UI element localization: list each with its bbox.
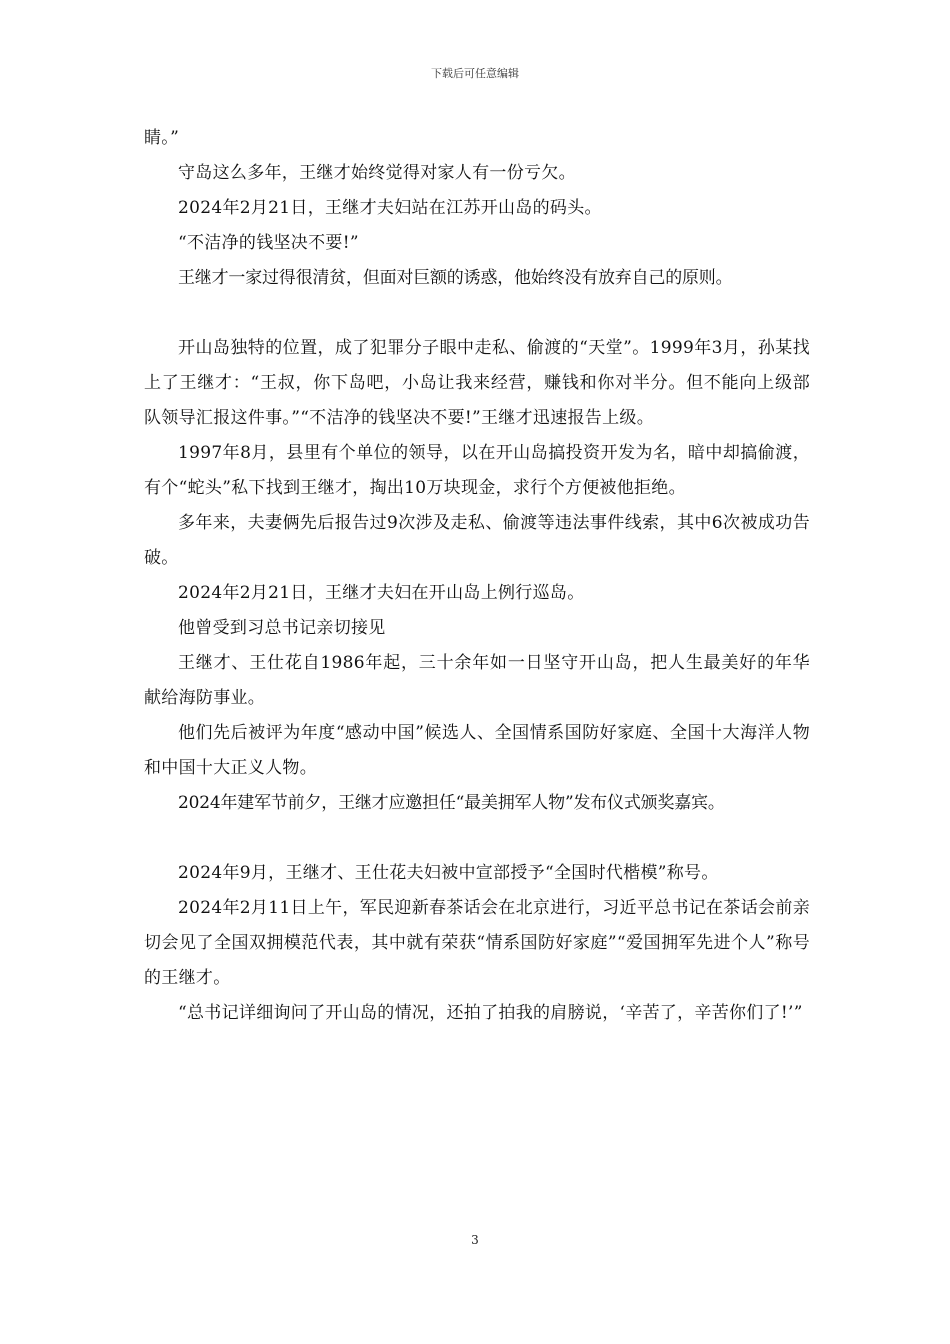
paragraph: 2024年2月11日上午，军民迎新春茶话会在北京进行，习近平总书记在茶话会前亲切会见了全国双拥模范代表，其中就有荣获“情系国防好家庭”“爱国拥军先进个人”称号的王继才。 — [144, 898, 810, 988]
paragraph: 王继才、王仕花自1986年起，三十余年如一日坚守开山岛，把人生最美好的年华献给海防事业。 — [144, 653, 810, 708]
page-header-note: 下载后可任意编辑 — [431, 67, 519, 80]
paragraph: 2024年9月，王继才、王仕花夫妇被中宣部授予“全国时代楷模”称号。 — [178, 863, 719, 883]
paragraph: 2024年建军节前夕，王继才应邀担任“最美拥军人物”发布仪式颁奖嘉宾。 — [178, 793, 725, 813]
paragraph: 守岛这么多年，王继才始终觉得对家人有一份亏欠。 — [178, 163, 576, 183]
paragraph: “不洁净的钱坚决不要!” — [178, 233, 359, 253]
paragraph: 他们先后被评为年度“感动中国”候选人、全国情系国防好家庭、全国十大海洋人物和中国十大正义人物。 — [144, 723, 810, 778]
paragraph: “总书记详细询问了开山岛的情况，还拍了拍我的肩膀说，‘辛苦了，辛苦你们了!’” — [178, 1003, 803, 1023]
paragraph: 开山岛独特的位置，成了犯罪分子眼中走私、偷渡的“天堂”。1999年3月，孙某找上了王继才：“王叔，你下岛吧，小岛让我来经营，赚钱和你对半分。但不能向上级部队领导汇报这件事。”“不洁净的钱坚决不要!”王继才迅速报告上级。 — [144, 338, 810, 428]
paragraph-gap — [144, 296, 810, 331]
paragraph: 多年来，夫妻俩先后报告过9次涉及走私、偷渡等违法事件线索，其中6次被成功告破。 — [144, 513, 810, 568]
paragraph: 2024年2月21日，王继才夫妇站在江苏开山岛的码头。 — [178, 198, 602, 218]
paragraph-gap — [144, 821, 810, 856]
section-heading: 他曾受到习总书记亲切接见 — [178, 618, 386, 638]
paragraph: 睛。” — [144, 128, 180, 148]
paragraph: 1997年8月，县里有个单位的领导，以在开山岛搞投资开发为名，暗中却搞偷渡，有个“蛇头”私下找到王继才，掏出10万块现金，求行个方便被他拒绝。 — [144, 443, 810, 498]
page-number: 3 — [471, 1233, 479, 1247]
paragraph: 王继才一家过得很清贫，但面对巨额的诱惑，他始终没有放弃自己的原则。 — [178, 268, 733, 288]
paragraph: 2024年2月21日，王继才夫妇在开山岛上例行巡岛。 — [178, 583, 585, 603]
document-body — [144, 121, 810, 1031]
